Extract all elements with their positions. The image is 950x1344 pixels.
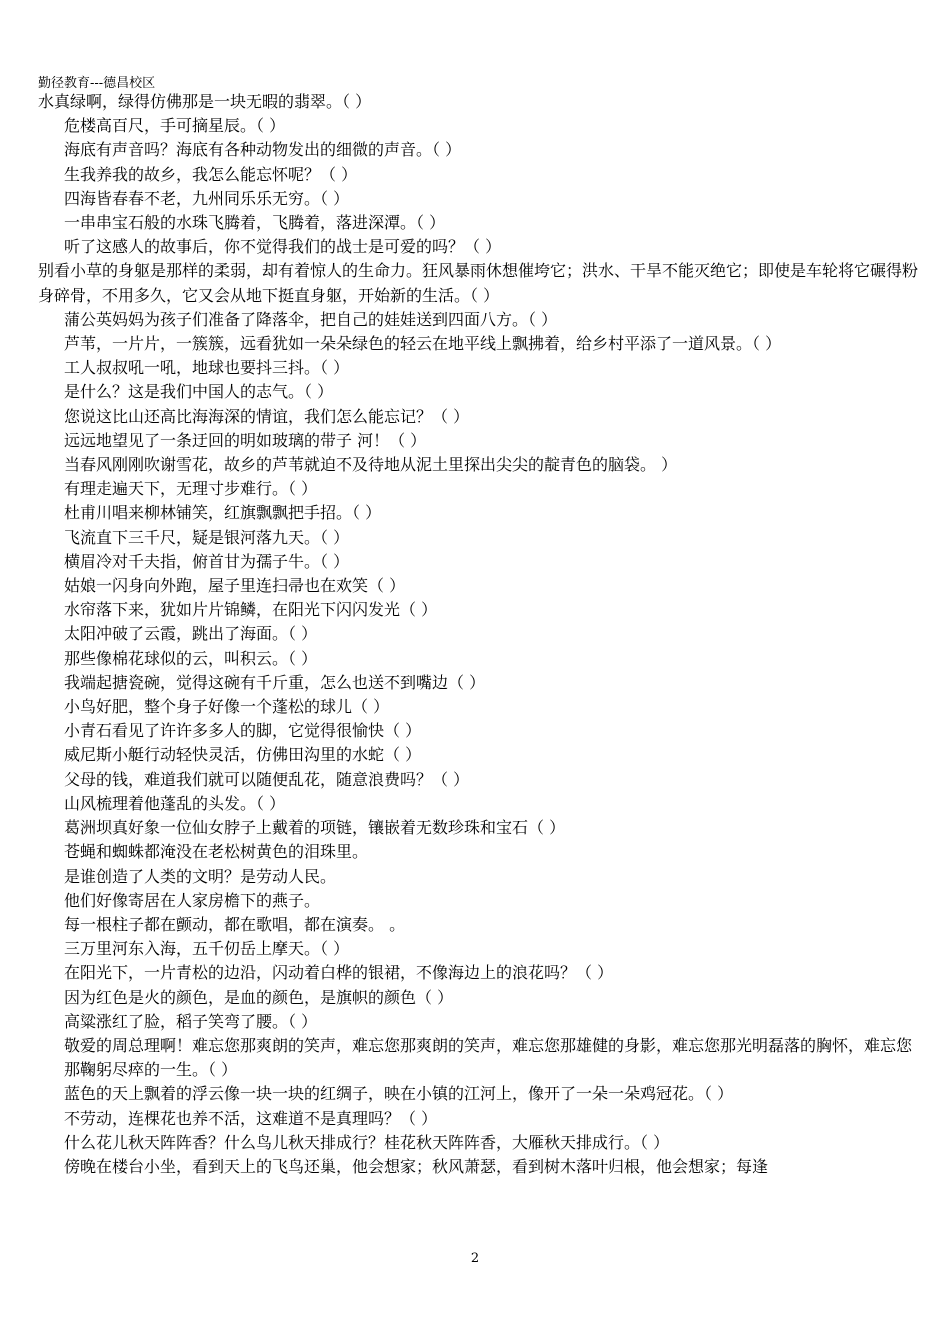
sentence-line: 工人叔叔吼一吼，地球也要抖三抖。（ ）	[64, 358, 350, 378]
sentence-line: 什么花儿秋天阵阵香？什么鸟儿秋天排成行？桂花秋天阵阵香，大雁秋天排成行。（ ）	[64, 1132, 670, 1152]
exercise-list	[38, 90, 918, 1179]
sentence-line: 芦苇，一片片，一簇簇，远看犹如一朵朵绿色的轻云在地平线上飘拂着，给乡村平添了一道风景。（ ）	[64, 334, 782, 354]
sentence-line: 危楼高百尺，手可摘星辰。（ ）	[64, 116, 286, 136]
sentence-line: 葛洲坝真好象一位仙女脖子上戴着的项链，镶嵌着无数珍珠和宝石（ ）	[64, 818, 566, 838]
sentence-line: 是什么？这是我们中国人的志气。（ ）	[64, 382, 334, 402]
sentence-line: 当春风刚刚吹谢雪花，故乡的芦苇就迫不及待地从泥土里探出尖尖的靛青色的脑袋。 ）	[64, 455, 678, 475]
sentence-line: 每一根柱子都在颤动，都在歌唱，都在演奏。 。	[64, 914, 406, 934]
sentence-line: 别看小草的身躯是那样的柔弱，却有着惊人的生命力。狂风暴雨休想催垮它；洪水、干旱不能灭绝它；即使是车轮将它碾得粉身碎骨，不用多久，它又会从地下挺直身躯，开始新的生活。（ ）	[38, 261, 919, 305]
sentence-line: 我端起搪瓷碗，觉得这碗有千斤重，怎么也送不到嘴边（ ）	[64, 672, 486, 692]
sentence-line: 水真绿啊，绿得仿佛那是一块无暇的翡翠。（ ）	[38, 92, 372, 111]
sentence-line: 飞流直下三千尺，疑是银河落九天。（ ）	[64, 527, 350, 547]
sentence-line: 敬爱的周总理啊！难忘您那爽朗的笑声，难忘您那爽朗的笑声，难忘您那雄健的身影，难忘您那光明磊落的胸怀，难忘您那鞠躬尽瘁的一生。（ ）	[64, 1035, 913, 1080]
sentence-line: 父母的钱，难道我们就可以随便乱花，随意浪费吗？（ ）	[64, 769, 470, 789]
sentence-line: 太阳冲破了云霞，跳出了海面。（ ）	[64, 624, 318, 644]
sentence-line: 傍晚在楼台小坐，看到天上的飞鸟还巢，他会想家；秋风萧瑟，看到树木落叶归根，他会想家；每逢	[64, 1156, 769, 1176]
sentence-line: 蒲公英妈妈为孩子们准备了降落伞，把自己的娃娃送到四面八方。（ ）	[64, 309, 558, 329]
sentence-line: 水帘落下来，犹如片片锦鳞，在阳光下闪闪发光（ ）	[64, 600, 438, 620]
sentence-line: 三万里河东入海，五千仞岳上摩天。（ ）	[64, 939, 350, 959]
sentence-line: 是谁创造了人类的文明？是劳动人民。	[64, 866, 337, 886]
sentence-line: 他们好像寄居在人家房檐下的燕子。	[64, 890, 321, 910]
sentence-line: 蓝色的天上飘着的浮云像一块一块的红绸子，映在小镇的江河上，像开了一朵一朵鸡冠花。（ ）	[64, 1084, 734, 1104]
sentence-line: 生我养我的故乡，我怎么能忘怀呢？（ ）	[64, 164, 358, 184]
sentence-line: 四海皆春春不老，九州同乐乐无穷。（ ）	[64, 188, 350, 208]
sentence-line: 山风梳理着他蓬乱的头发。（ ）	[64, 793, 286, 813]
sentence-line: 海底有声音吗？海底有各种动物发出的细微的声音。（ ）	[64, 140, 462, 160]
sentence-line: 一串串宝石般的水珠飞腾着，飞腾着，落进深潭。（ ）	[64, 213, 446, 233]
sentence-line: 听了这感人的故事后，你不觉得我们的战士是可爱的吗？（ ）	[64, 237, 502, 257]
page-number: 2	[470, 1251, 480, 1266]
sentence-line: 那些像棉花球似的云，叫积云。（ ）	[64, 648, 318, 668]
sentence-line: 不劳动，连棵花也养不活，这难道不是真理吗？（ ）	[64, 1108, 438, 1128]
page-header: 勤径教育---德昌校区	[38, 76, 156, 91]
sentence-line: 苍蝇和蜘蛛都淹没在老松树黄色的泪珠里。	[64, 842, 369, 862]
sentence-line: 您说这比山还高比海海深的情谊，我们怎么能忘记？（ ）	[64, 406, 470, 426]
sentence-line: 横眉冷对千夫指，俯首甘为孺子牛。（ ）	[64, 551, 350, 571]
sentence-line: 威尼斯小艇行动轻快灵活，仿佛田沟里的水蛇（ ）	[64, 745, 422, 765]
sentence-line: 小鸟好肥，整个身子好像一个蓬松的球儿（ ）	[64, 697, 390, 717]
sentence-line: 远远地望见了一条迂回的明如玻璃的带子 河！（ ）	[64, 430, 427, 450]
sentence-line: 在阳光下，一片青松的边沿，闪动着白桦的银裙，不像海边上的浪花吗？（ ）	[64, 963, 614, 983]
sentence-line: 高粱涨红了脸，稻子笑弯了腰。（ ）	[64, 1011, 318, 1031]
sentence-line: 有理走遍天下，无理寸步难行。（ ）	[64, 479, 318, 499]
sentence-line: 杜甫川唱来柳林铺笑，红旗飘飘把手招。（ ）	[64, 503, 382, 523]
sentence-line: 小青石看见了许许多多人的脚，它觉得很愉快（ ）	[64, 721, 422, 741]
sentence-line: 姑娘一闪身向外跑，屋子里连扫帚也在欢笑（ ）	[64, 576, 406, 596]
sentence-line: 因为红色是火的颜色，是血的颜色，是旗帜的颜色（ ）	[64, 987, 454, 1007]
